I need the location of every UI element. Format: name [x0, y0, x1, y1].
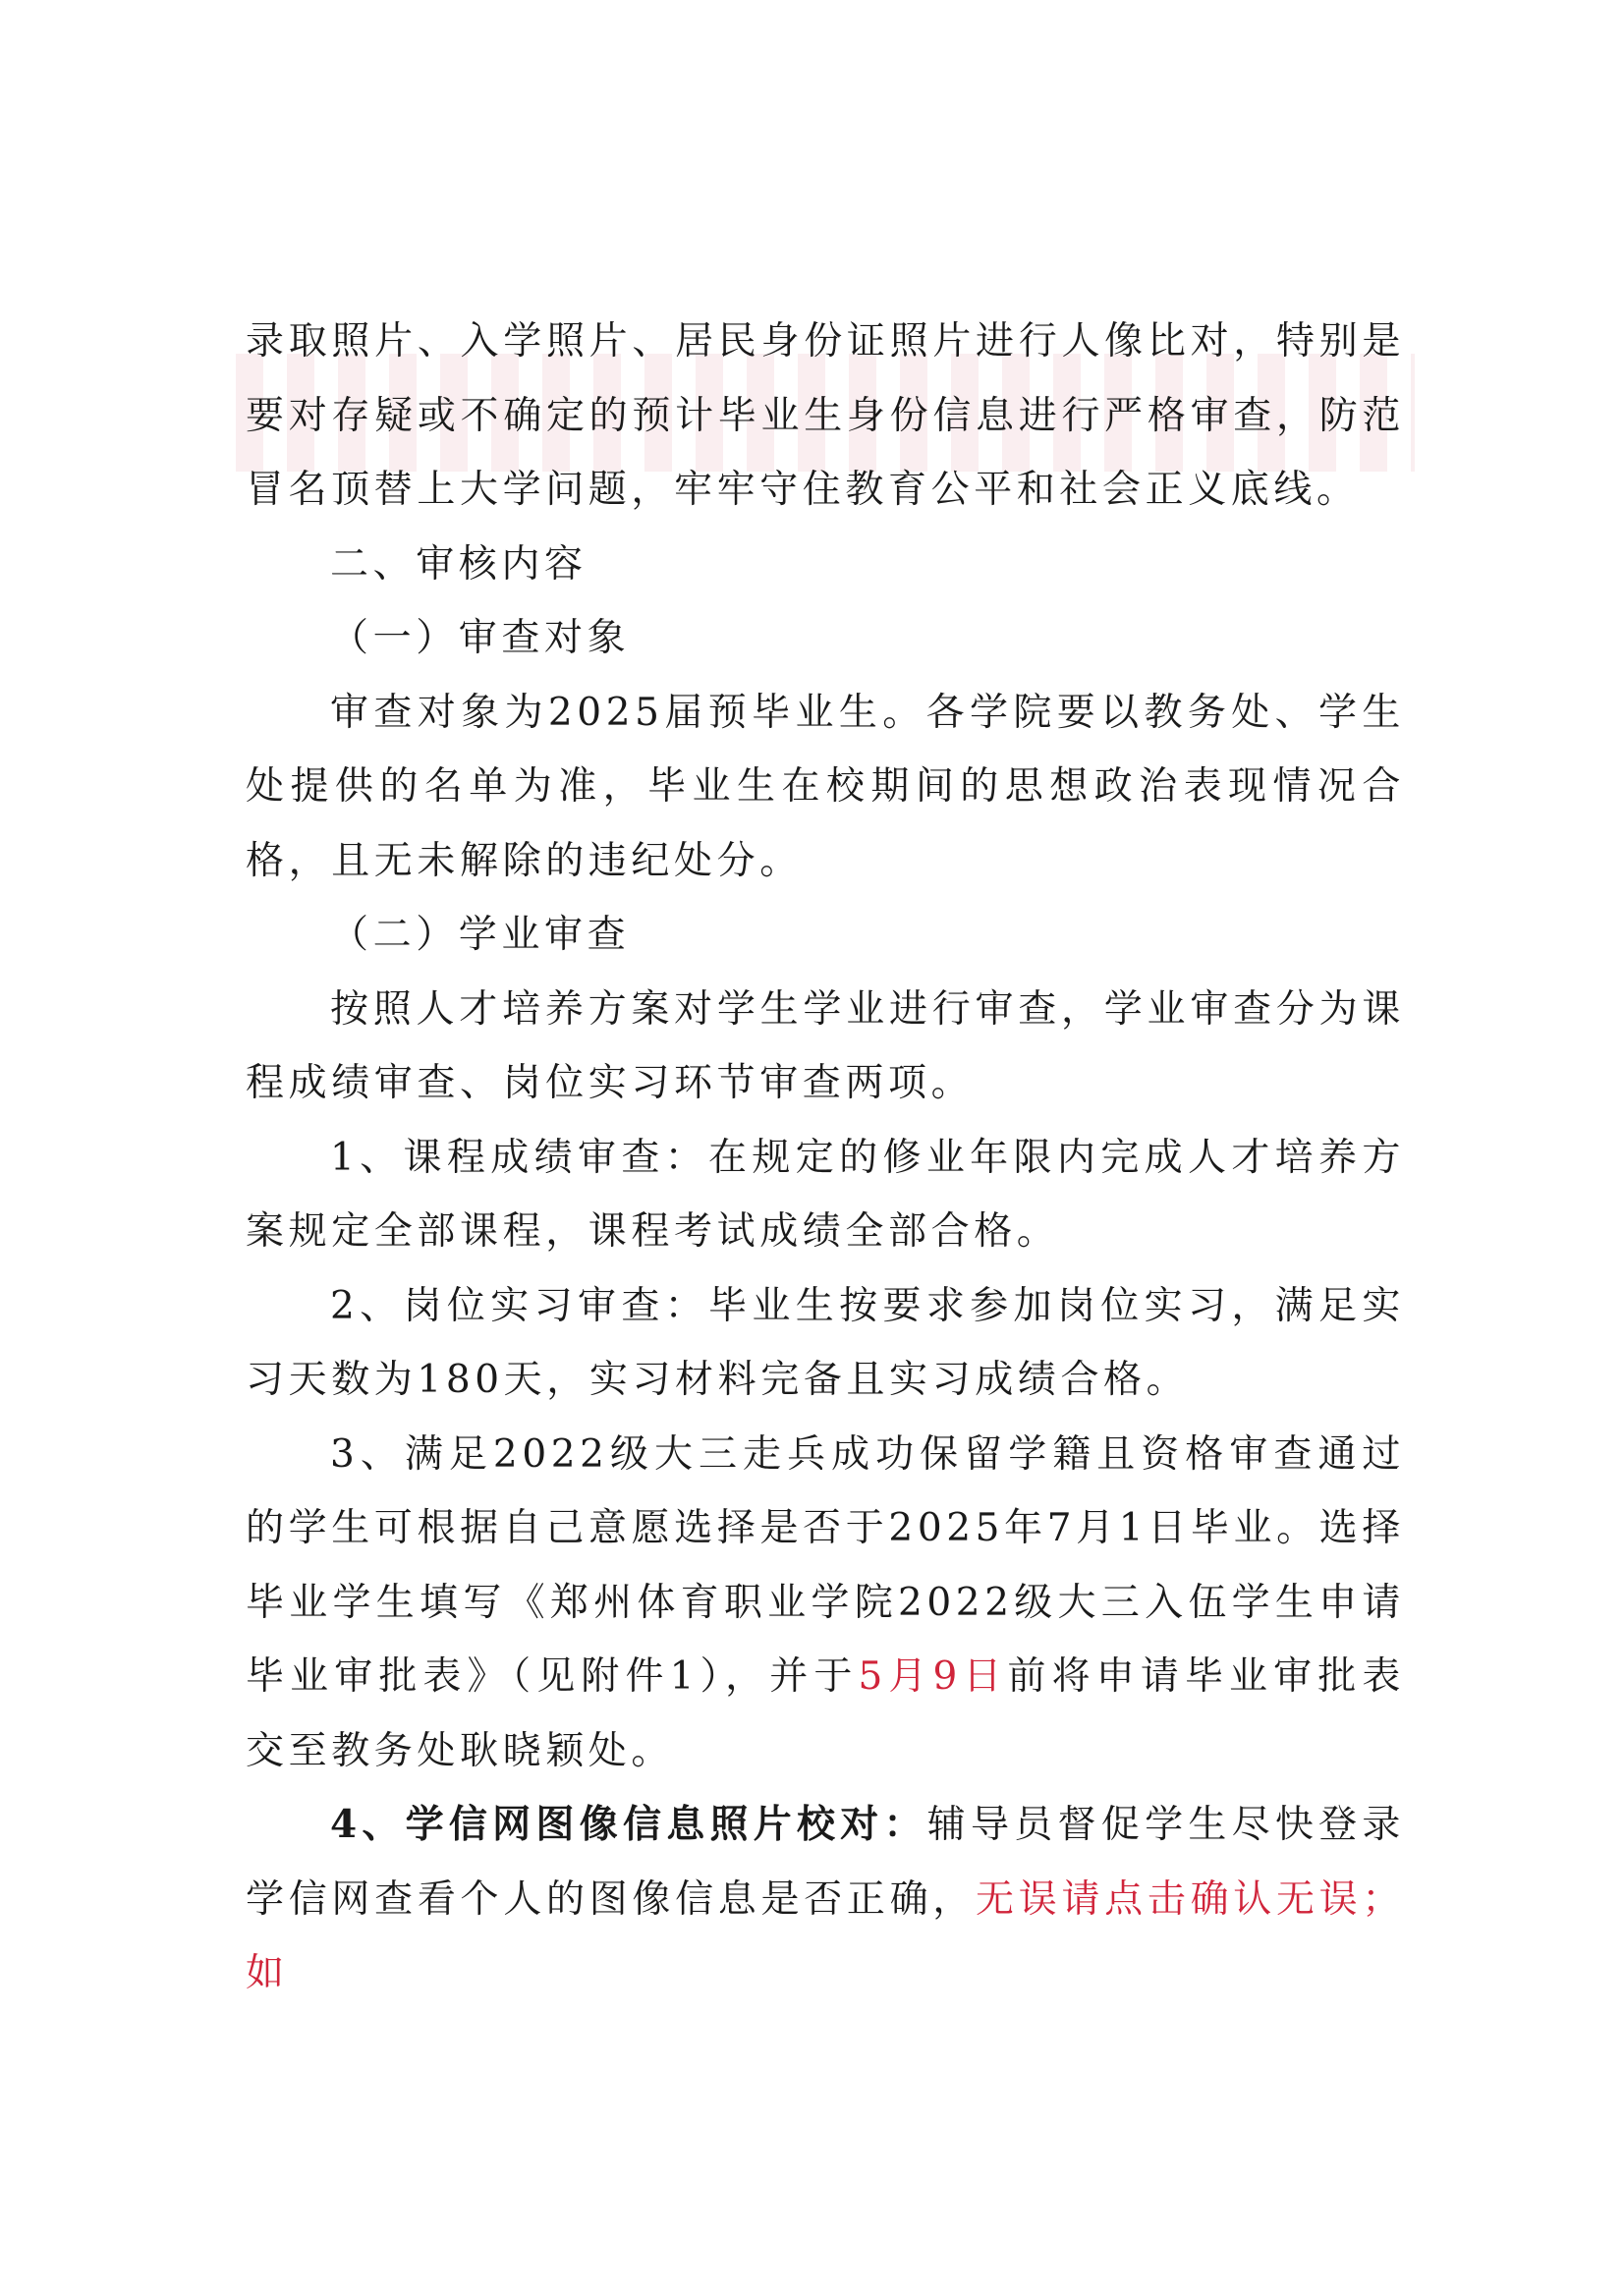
subsection-heading-academic-review: （二）学业审查: [330, 913, 631, 957]
paragraph-identity-check: 录取照片、入学照片、居民身份证照片进行人像比对，特别是要对存疑或不确定的预计毕业生身份信息进行严格审查，防范冒名顶替上大学问题，牢牢守住教育公平和社会正义底线。: [246, 319, 1405, 512]
list-item-military-students: [246, 1418, 1405, 1789]
section-heading-review-content: 二、审核内容: [330, 541, 588, 587]
item4-label: 4、学信网图像信息照片校对：: [330, 1802, 927, 1847]
item4-text: 辅导员督促学生尽快登录学信网查看个人的图像信息是否正确，: [246, 1803, 1405, 1922]
item3-text-before: 3、满足2022级大三走兵成功保留学籍且资格审查通过的学生可根据自己意愿选择是否于2025年7月1日毕业。选择毕业学生填写《郑州体育职业学院2022级大三入伍学生申请毕业审批表》（见附件1），并于: [246, 1431, 1405, 1699]
paragraph-review-target: 审查对象为2025届预毕业生。各学院要以教务处、学生处提供的名单为准，毕业生在校期间的思想政治表现情况合格，且无未解除的违纪处分。: [246, 690, 1405, 883]
subsection-heading-review-target: （一）审查对象: [330, 616, 631, 660]
paragraph-academic-review: 按照人才培养方案对学生学业进行审查，学业审查分为课程成绩审查、岗位实习环节审查两项。: [246, 986, 1405, 1105]
list-item-course-grades: 1、课程成绩审查：在规定的修业年限内完成人才培养方案规定全部课程，课程考试成绩全部合格。: [246, 1135, 1405, 1254]
list-item-internship: 2、岗位实习审查：毕业生按要求参加岗位实习，满足实习天数为180天，实习材料完备且实习成绩合格。: [246, 1283, 1405, 1402]
deadline-date: 5月9日: [858, 1654, 1008, 1699]
item3-text-after: 前将申请毕业审批表交至教务处耿晓颖处。: [246, 1654, 1405, 1773]
item4-emphasis: 无误请点击确认无误；如: [246, 1876, 1405, 1995]
list-item-photo-verification: [246, 1788, 1405, 2011]
document-body: [246, 305, 1405, 2011]
